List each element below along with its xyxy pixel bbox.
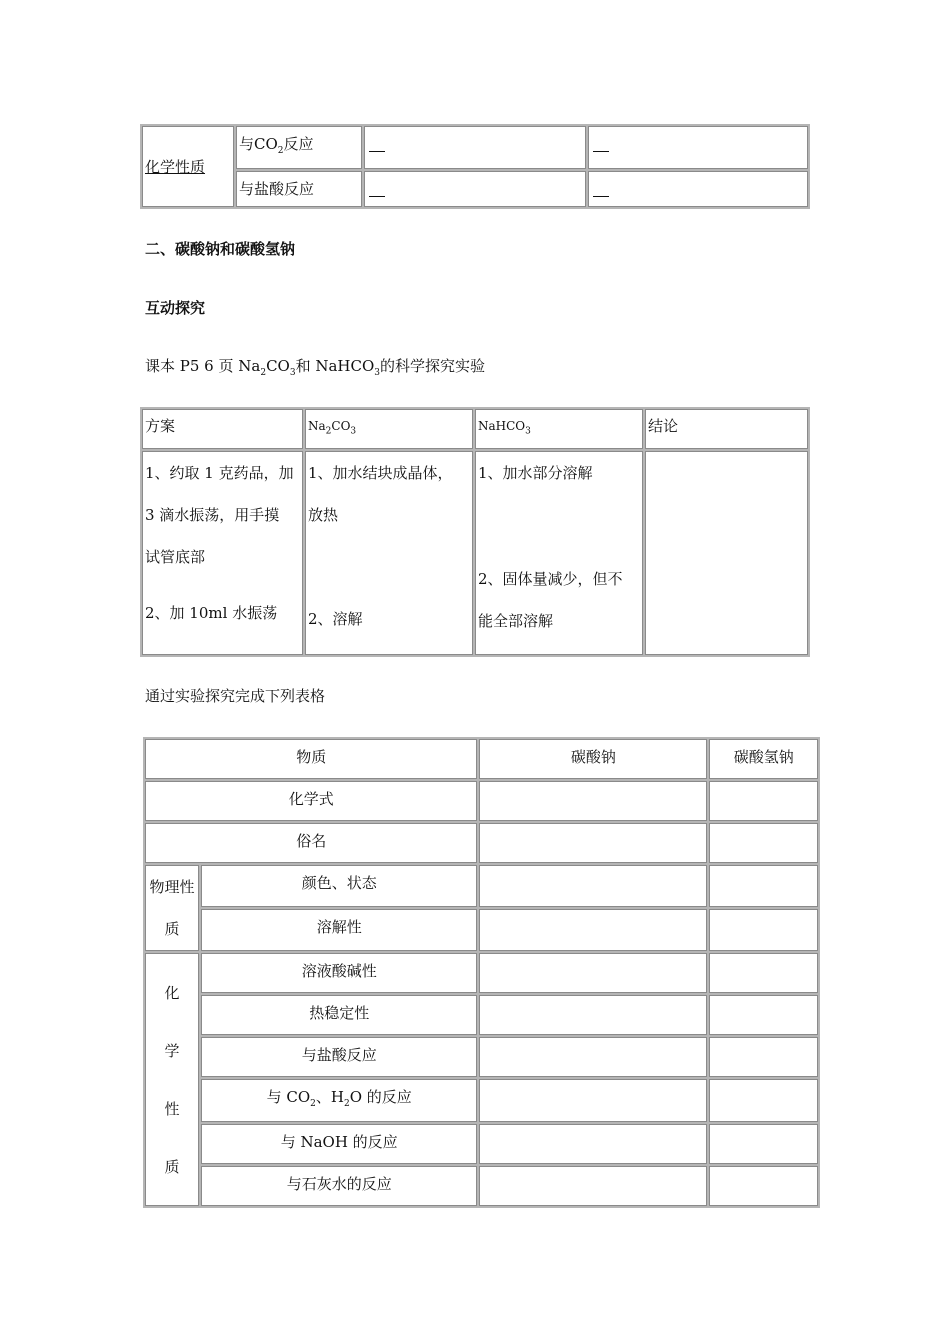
answer-cell[interactable] <box>479 865 707 907</box>
nahco3-cell: 1、加水部分溶解 2、固体量减少，但不 能全部溶解 <box>475 451 643 655</box>
answer-cell[interactable] <box>709 1037 818 1077</box>
answer-cell[interactable] <box>588 126 808 169</box>
experiment-table <box>140 407 810 657</box>
answer-cell[interactable] <box>479 953 707 993</box>
row-with-hcl: 与盐酸反应 <box>201 1037 477 1077</box>
answer-cell[interactable] <box>364 126 586 169</box>
answer-cell[interactable] <box>709 1079 818 1122</box>
answer-cell[interactable] <box>479 995 707 1035</box>
header-nahco3: 碳酸氢钠 <box>709 739 818 779</box>
row-acidity: 溶液酸碱性 <box>201 953 477 993</box>
conclusion-cell[interactable] <box>645 451 808 655</box>
row-with-naoh: 与 NaOH 的反应 <box>201 1124 477 1164</box>
plan-cell: 1、约取 1 克药品，加 3 滴水振荡，用手摸 试管底部 2、加 10ml 水振荡 <box>142 451 303 655</box>
answer-cell[interactable] <box>709 909 818 951</box>
row-label-hcl: 与盐酸反应 <box>236 171 362 207</box>
instruction-text: 通过实验探究完成下列表格 <box>145 687 326 705</box>
answer-cell[interactable] <box>709 995 818 1035</box>
row-formula: 化学式 <box>145 781 477 821</box>
chem-properties-table <box>140 124 810 209</box>
subsection-title: 互动探究 <box>145 299 206 317</box>
na2co3-cell: 1、加水结块成晶体， 放热 2、溶解 <box>305 451 473 655</box>
row-header-chemical-properties: 化学性质 <box>142 126 234 207</box>
answer-cell[interactable] <box>479 1079 707 1122</box>
answer-cell[interactable] <box>479 1037 707 1077</box>
row-solubility: 溶解性 <box>201 909 477 951</box>
answer-cell[interactable] <box>709 1166 818 1206</box>
comparison-table <box>143 737 820 1208</box>
physical-properties-header: 物理性 质 <box>145 865 199 951</box>
row-with-limewater: 与石灰水的反应 <box>201 1166 477 1206</box>
answer-cell[interactable] <box>364 171 586 207</box>
answer-cell[interactable] <box>479 781 707 821</box>
header-na2co3: $Na_2CO_3$ <box>305 409 473 449</box>
answer-cell[interactable] <box>479 1166 707 1206</box>
answer-cell[interactable] <box>709 781 818 821</box>
answer-cell[interactable] <box>709 953 818 993</box>
header-plan: 方案 <box>142 409 303 449</box>
header-conclusion: 结论 <box>645 409 808 449</box>
row-color-state: 颜色、状态 <box>201 865 477 907</box>
answer-cell[interactable] <box>709 865 818 907</box>
answer-cell[interactable] <box>588 171 808 207</box>
section-title: 二、碳酸钠和碳酸氢钠 <box>145 240 296 258</box>
chemical-properties-header: 化 学 性 质 <box>145 953 199 1206</box>
intro-text: 课本 P5 6 页 $Na_2CO_3$和 NaHCO$_3$的科学探究实验 <box>145 357 486 378</box>
row-with-co2-h2o: 与 $CO_2$、$H_2O$ 的反应 <box>201 1079 477 1122</box>
answer-cell[interactable] <box>709 823 818 863</box>
header-na2co3: 碳酸钠 <box>479 739 707 779</box>
header-nahco3: NaHCO$_3$ <box>475 409 643 449</box>
answer-cell[interactable] <box>479 1124 707 1164</box>
row-thermal-stability: 热稳定性 <box>201 995 477 1035</box>
answer-cell[interactable] <box>479 909 707 951</box>
answer-cell[interactable] <box>709 1124 818 1164</box>
row-common-name: 俗名 <box>145 823 477 863</box>
answer-cell[interactable] <box>479 823 707 863</box>
row-label-co2: 与$CO_2$反应 <box>236 126 362 169</box>
header-substance: 物质 <box>145 739 477 779</box>
